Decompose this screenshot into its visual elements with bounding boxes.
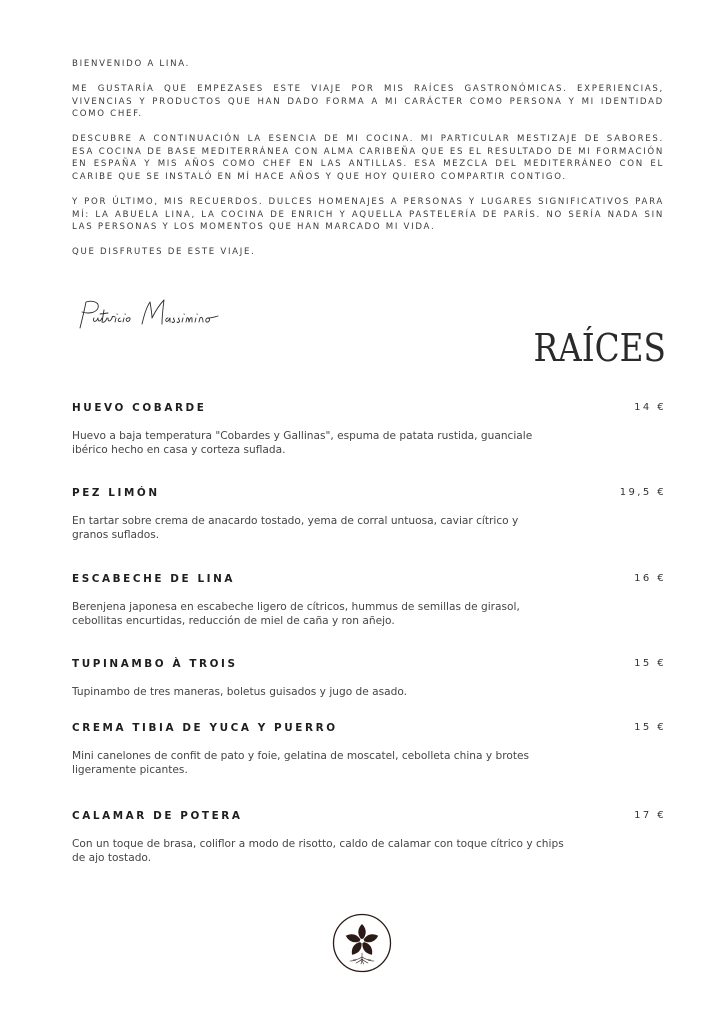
dish-price: 19,5 € xyxy=(619,487,666,498)
dish-name: HUEVO COBARDE xyxy=(72,402,207,414)
intro-paragraph-2: ME GUSTARÍA QUE EMPEZASES ESTE VIAJE POR MIS RAÍCES GASTRONÓMICAS. EXPERIENCIAS, VIVENCIAS Y PRODUCTOS QUE HAN DADO FORMA A MI CARÁCTER COMO PERSONA Y MI IDENTIDAD COMO CHEF. xyxy=(72,83,664,120)
dish-description: Mini canelones de confit de pato y foie, gelatina de moscatel, cebolleta china y brotes ligeramente picantes. xyxy=(72,750,530,776)
dish-description: Con un toque de brasa, coliflor a modo de risotto, caldo de calamar con toque cítrico y chips de ajo tostado. xyxy=(72,838,564,864)
dish-price: 15 € xyxy=(634,722,666,733)
dish-name: ESCABECHE DE LINA xyxy=(72,573,236,585)
dish-name: CALAMAR DE POTERA xyxy=(72,810,243,822)
dish-price: 14 € xyxy=(634,402,666,413)
dish-description: Berenjena japonesa en escabeche ligero de cítricos, hummus de semillas de girasol, cebollitas encurtidas, reducción de miel de caña y ron añejo. xyxy=(72,601,520,627)
dish-name: CREMA TIBIA DE YUCA Y PUERRO xyxy=(72,722,338,734)
intro-paragraph-1: BIENVENIDO A LINA. xyxy=(72,59,191,69)
dish-description: En tartar sobre crema de anacardo tostado, yema de corral untuosa, caviar cítrico y granos suflados. xyxy=(72,515,519,541)
intro-paragraph-5: QUE DISFRUTES DE ESTE VIAJE. xyxy=(72,247,256,258)
dish-description: Huevo a baja temperatura "Cobardes y Gallinas", espuma de patata rustida, guanciale ibérico hecho en casa y corteza suflada. xyxy=(72,430,533,456)
dish-price: 15 € xyxy=(634,658,666,669)
signature-drawing xyxy=(72,294,232,334)
dish-name: PEZ LIMÓN xyxy=(72,487,160,499)
dish-description: Tupinambo de tres maneras, boletus guisados y jugo de asado. xyxy=(72,686,408,698)
flower-root-logo-icon xyxy=(332,913,392,973)
intro-paragraph-3: DESCUBRE A CONTINUACIÓN LA ESENCIA DE MI COCINA. MI PARTICULAR MESTIZAJE DE SABORES. ESA COCINA DE BASE MEDITERRÁNEA CON ALMA CARIBEÑA QUE ES EL RESULTADO DE MI FORMACIÓN EN ESPAÑA Y MIS AÑOS COMO CHEF EN LAS ANTILLAS. ESA MEZCLA DEL MEDITERRÁNEO CON EL CARIBE QUE SE INSTALÓ EN MÍ HACE AÑOS Y QUE HOY QUIERO COMPARTIR CONTIGO. xyxy=(72,134,664,182)
intro-text xyxy=(72,58,664,271)
section-title: RAÍCES xyxy=(533,326,666,370)
dish-price: 17 € xyxy=(634,810,666,821)
dish-price: 16 € xyxy=(634,573,666,584)
intro-paragraph-4: Y POR ÚLTIMO, MIS RECUERDOS. DULCES HOMENAJES A PERSONAS Y LUGARES SIGNIFICATIVOS PARA MÍ: LA ABUELA LINA, LA COCINA DE ENRICH Y AQUELLA PASTELERÍA DE PARÍS. NO SERÍA NADA SIN LAS PERSONAS Y LOS MOMENTOS QUE HAN MARCADO MI VIDA. xyxy=(72,196,664,233)
chef-signature xyxy=(72,294,232,334)
dish-name: TUPINAMBO À TROIS xyxy=(72,658,238,670)
